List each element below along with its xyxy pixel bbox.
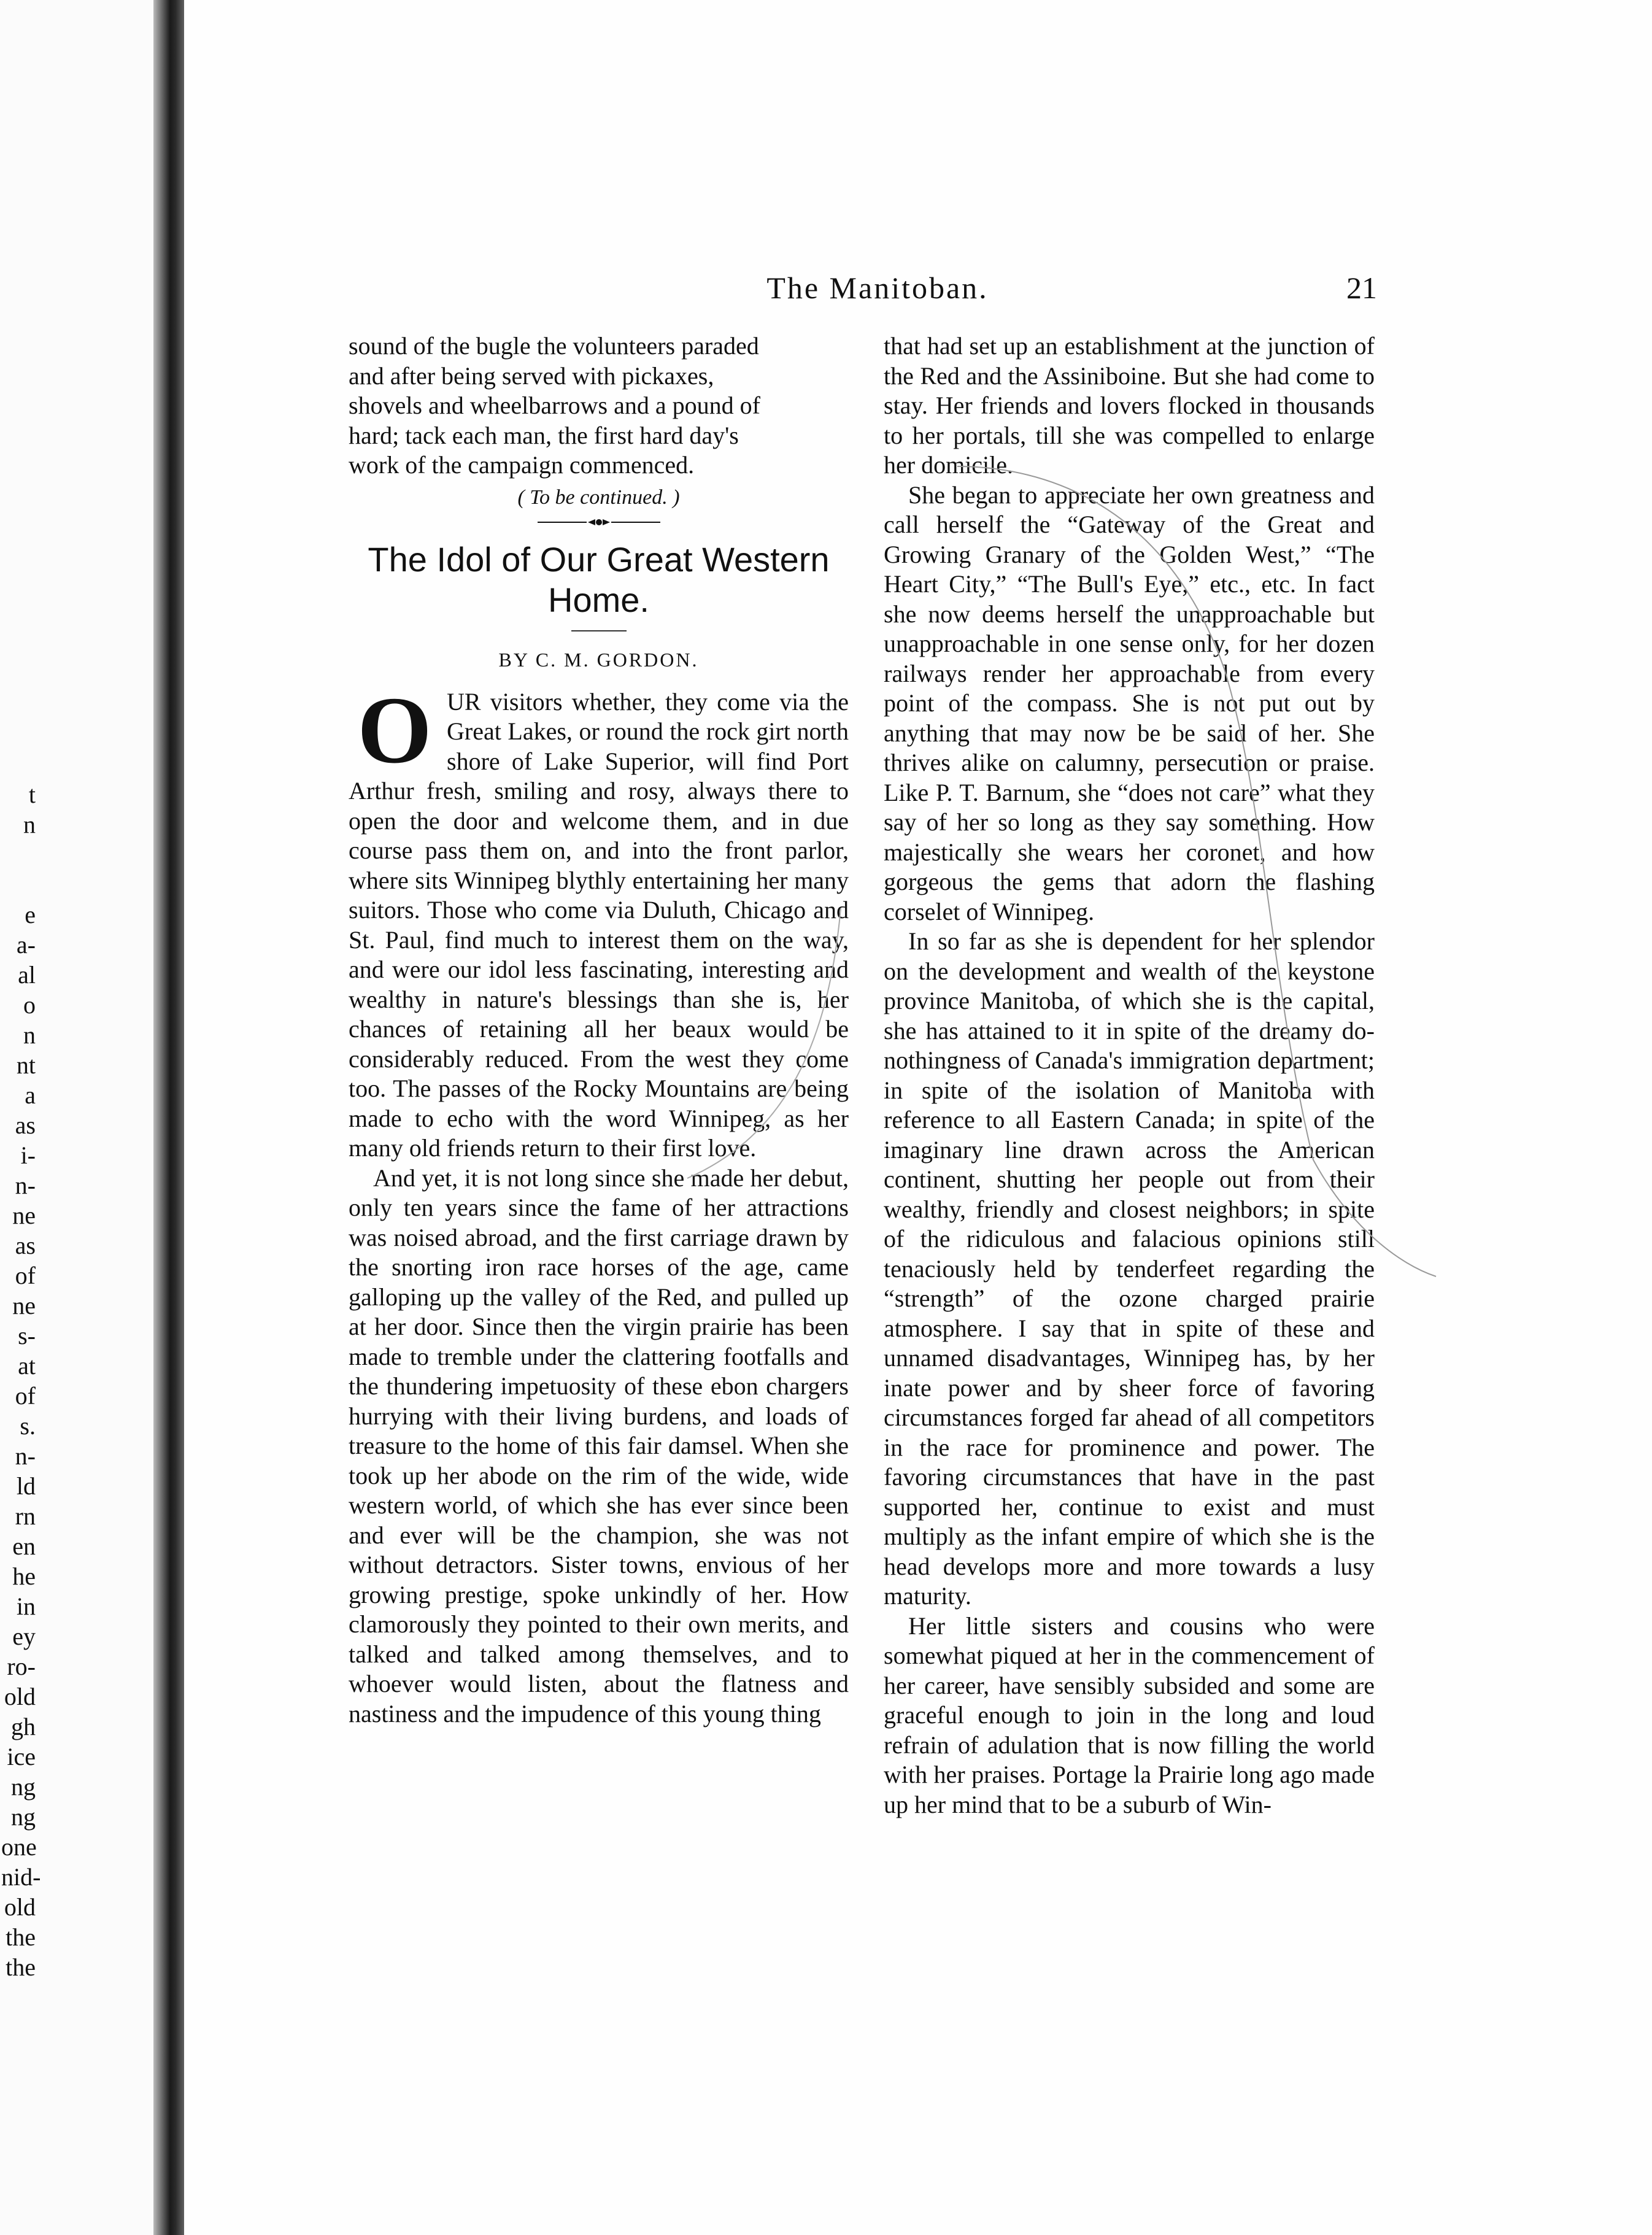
facing-page-fragment: ro-	[7, 1653, 36, 1680]
facing-page-fragment: old	[4, 1683, 36, 1710]
facing-page-fragment: ne	[12, 1292, 36, 1319]
right-column	[884, 331, 1375, 1820]
running-head: The Manitoban.	[766, 271, 989, 305]
facing-page-fragment: s-	[18, 1322, 36, 1349]
facing-page-fragment: n-	[15, 1442, 36, 1470]
article-paragraph: And yet, it is not long since she made her debut, only ten years since the fame of her attractions was noised abroad, and the first carriage drawn by the snorting iron race horses of the age, came galloping up the valley of the Red, and pulled up at her door. Since then the virgin prairie has been made to tremble under the clattering footfalls and the thundering impetuosity of these ebon chargers hurrying with their living burdens, and loads of treasure to the home of this fair damsel. When she took up her abode on the rim of the wide, wide western world, of which she has ever since been and ever will be the champion, she was not without detractors. Sister towns, envious of her growing prestige, spoke unkindly of her. How clamorously they pointed to their own merits, and talked and talked among themselves, and to whoever would listen, about the flatness and nastiness and the impudence of this young thing	[349, 1164, 849, 1727]
facing-page-fragment: old	[4, 1893, 36, 1921]
article-paragraph: that had set up an establishment at the junction of the Red and the Assiniboine. But she had come to stay. Her friends and lovers flocked in thousands to her portals, till she was compelled to enlarge her domicile.	[884, 332, 1375, 479]
facing-page-fragment: as	[15, 1232, 36, 1259]
facing-page-fragment: al	[18, 961, 36, 989]
facing-page-fragment: n	[23, 1021, 36, 1049]
facing-page-fragment: gh	[11, 1713, 36, 1740]
facing-page-fragment: n	[23, 811, 36, 838]
facing-page-fragment: one	[1, 1833, 37, 1861]
facing-page-fragment: nid-	[1, 1863, 41, 1891]
text-line: shovels and wheelbarrows and a pound of	[349, 392, 760, 419]
facing-page-fragment: the	[6, 1953, 36, 1981]
facing-page-fragment: s.	[20, 1412, 36, 1440]
facing-page-text-fragments	[1, 779, 41, 1982]
article-paragraph: In so far as she is dependent for her splendor on the development and wealth of the keystone province Manitoba, of which she is the capital, she has attained to it in spite of the dreamy do-nothingness of Canada's immigration department; in spite of the isolation of Manitoba with reference to all Eastern Canada; in spite of the imaginary line drawn across the American continent, shutting her people out from their wealthy, friendly and closest neighbors; in spite of the ridiculous and falacious opinions still tenaciously held by tenderfeet regarding the “strength” of the ozone charged prairie atmosphere. I say that in spite of these and unnamed disadvantages, Winnipeg has, by her inate power and by sheer force of favoring circumstances forged far ahead of all competitors in the race for prominence and power. The favoring circumstances that have in the past supported her, continue to exist and must multiply as the infant empire of which she is the head develops more and more towards a lusy maturity.	[884, 927, 1375, 1610]
facing-page-fragment: the	[6, 1923, 36, 1951]
facing-page-fragment: ey	[12, 1623, 36, 1650]
to-be-continued-note: ( To be continued. )	[517, 485, 680, 509]
text-line: and after being served with pickaxes,	[349, 361, 714, 390]
article-paragraph: She began to appreciate her own greatness and call herself the “Gateway of the Great and Growing Granary of the Golden West,” “The Heart City,” “The Bull's Eye,” etc., etc. In fact she now deems herself the unapproachable but unapproachable in one sense only, for her dozen railways render her approachable from every point of the compass. She is not put out by anything that may now be be said of her. She thrives alike on calumny, persecution or praise. Like P. T. Barnum, she “does not care” what they say of her so long as they say something. How majestically she wears her coronet, and how gorgeous the gems that adorn the flashing corselet of Winnipeg.	[884, 481, 1375, 925]
facing-page-fragment: of	[15, 1382, 36, 1410]
facing-page-fragment: ng	[11, 1803, 36, 1831]
facing-page-fragment	[1, 870, 36, 900]
facing-page-fragment: ng	[11, 1773, 36, 1801]
ornament-rule-icon	[531, 516, 666, 528]
facing-page-fragment: of	[15, 1262, 36, 1289]
text-line: hard; tack each man, the first hard day's	[349, 421, 739, 449]
facing-page-fragment: in	[16, 1592, 36, 1620]
paragraph-text: UR visitors whether, they come via the Great Lakes, or round the rock girt north shore of Lake Superior, will find Port Arthur fresh, smiling and rosy, always there to open the door and welcome them, and in due course pass them on, and into the front parlor, where sits Winnipeg blythly entertaining her many suitors. Those who come via Duluth, Chicago and St. Paul, find much to interest them on the way, and were our idol less fascinating, interesting and wealthy in nature's blessings than she is, her chances of retaining all her beaux would be considerably reduced. From the west they come too. The passes of the Rocky Mountains are being made to echo with the word Winnipeg, as her many old friends return to their first love.	[349, 687, 849, 1162]
facing-page-fragment: ld	[16, 1472, 36, 1500]
facing-page-fragment: e	[25, 901, 36, 928]
facing-page-fragment: en	[12, 1532, 36, 1560]
drop-cap: O	[357, 676, 432, 783]
article-paragraph	[349, 676, 849, 1164]
facing-page-fragment: i-	[20, 1141, 36, 1169]
page-number: 21	[1346, 271, 1377, 305]
facing-page-fragment: a-	[16, 931, 36, 959]
facing-page-fragment: he	[12, 1562, 36, 1590]
facing-page-fragment: as	[15, 1111, 36, 1139]
facing-page-fragment	[1, 840, 36, 870]
facing-page-fragment: t	[28, 781, 36, 808]
facing-page-fragment: n-	[15, 1172, 36, 1199]
article-title: The Idol of Our Great Western Home.	[368, 540, 830, 619]
left-column	[349, 331, 849, 1729]
facing-page-fragment: rn	[15, 1502, 36, 1530]
facing-page-fragment: nt	[16, 1051, 36, 1079]
facing-page-fragment: a	[25, 1081, 36, 1109]
text-line: sound of the bugle the volunteers paraded	[349, 332, 759, 360]
facing-page-fragment: at	[18, 1352, 36, 1380]
continued-lines	[349, 331, 849, 481]
text-line: work of the campaign commenced.	[349, 451, 695, 479]
facing-page-fragment: o	[23, 991, 36, 1019]
byline: BY C. M. GORDON.	[498, 649, 699, 671]
facing-page-fragment: ne	[12, 1202, 36, 1229]
title-divider	[571, 630, 627, 631]
facing-page-edge	[0, 0, 153, 2235]
article-paragraph: Her little sisters and cousins who were somewhat piqued at her in the commencement of her career, have sensibly subsided and some are graceful enough to join in the long and loud refrain of adulation that is now filling the world with her praises. Portage la Prairie long ago made up her mind that to be a suburb of Win-	[884, 1612, 1375, 1818]
facing-page-fragment: ice	[7, 1743, 36, 1770]
